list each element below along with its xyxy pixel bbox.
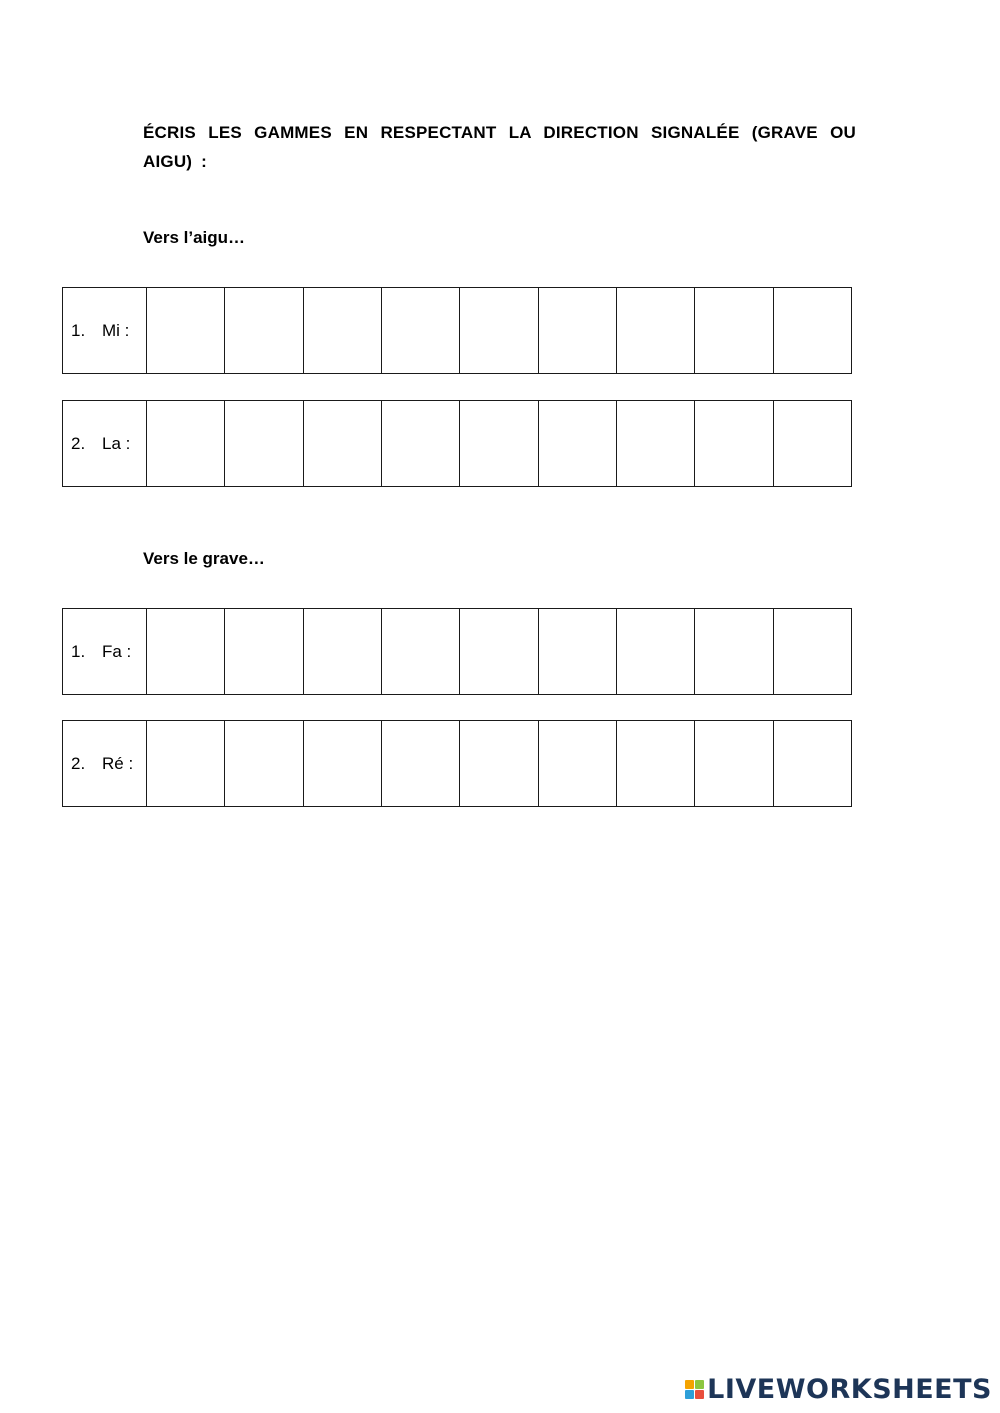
answer-cell[interactable] xyxy=(774,288,851,373)
logo-square-e xyxy=(695,1390,704,1399)
answer-cell[interactable] xyxy=(695,609,773,694)
answer-cell[interactable] xyxy=(460,401,538,486)
answer-cell[interactable] xyxy=(774,609,851,694)
row-label xyxy=(63,609,147,694)
answer-cell[interactable] xyxy=(225,721,303,806)
answer-cell[interactable] xyxy=(539,288,617,373)
scale-row-mi xyxy=(62,287,852,374)
row-note: Mi : xyxy=(102,320,130,340)
answer-cell[interactable] xyxy=(539,401,617,486)
answer-cell[interactable] xyxy=(617,721,695,806)
answer-cell[interactable] xyxy=(382,401,460,486)
logo-square-l xyxy=(685,1380,694,1389)
answer-cell[interactable] xyxy=(304,288,382,373)
answer-cell[interactable] xyxy=(304,609,382,694)
row-number: 2. xyxy=(71,433,86,453)
answer-cell[interactable] xyxy=(382,288,460,373)
scale-row-la xyxy=(62,400,852,487)
answer-cell[interactable] xyxy=(304,401,382,486)
answer-cell[interactable] xyxy=(539,609,617,694)
section-title-descending: Vers le grave… xyxy=(143,549,265,568)
answer-cell[interactable] xyxy=(539,721,617,806)
answer-cell[interactable] xyxy=(382,609,460,694)
brand-name: LIVEWORKSHEETS xyxy=(707,1374,992,1405)
answer-cell[interactable] xyxy=(147,288,225,373)
answer-cell[interactable] xyxy=(695,288,773,373)
answer-cell[interactable] xyxy=(382,721,460,806)
answer-cell[interactable] xyxy=(774,721,851,806)
answer-cell[interactable] xyxy=(304,721,382,806)
row-note: La : xyxy=(102,433,131,453)
row-label xyxy=(63,288,147,373)
row-note: Ré : xyxy=(102,753,134,773)
answer-cell[interactable] xyxy=(225,609,303,694)
row-label xyxy=(63,721,147,806)
answer-cell[interactable] xyxy=(617,401,695,486)
answer-cell[interactable] xyxy=(225,288,303,373)
row-number: 1. xyxy=(71,320,86,340)
answer-cell[interactable] xyxy=(225,401,303,486)
answer-cell[interactable] xyxy=(617,609,695,694)
logo-square-v xyxy=(685,1390,694,1399)
answer-cell[interactable] xyxy=(617,288,695,373)
answer-cell[interactable] xyxy=(695,721,773,806)
liveworksheets-logo[interactable] xyxy=(685,1374,992,1405)
row-note: Fa : xyxy=(102,641,132,661)
answer-cell[interactable] xyxy=(460,609,538,694)
section-title-ascending: Vers l’aigu… xyxy=(143,228,246,247)
row-number: 1. xyxy=(71,641,86,661)
answer-cell[interactable] xyxy=(774,401,851,486)
answer-cell[interactable] xyxy=(147,721,225,806)
answer-cell[interactable] xyxy=(460,288,538,373)
logo-square-i xyxy=(695,1380,704,1389)
answer-cell[interactable] xyxy=(695,401,773,486)
answer-cell[interactable] xyxy=(460,721,538,806)
answer-cell[interactable] xyxy=(147,401,225,486)
row-label xyxy=(63,401,147,486)
answer-cell[interactable] xyxy=(147,609,225,694)
row-number: 2. xyxy=(71,753,86,773)
instruction-text: ÉCRIS LES GAMMES EN RESPECTANT LA DIRECTION SIGNALÉE (GRAVE OU AIGU) : xyxy=(143,123,856,171)
brand-logo-icon xyxy=(685,1380,704,1399)
scale-row-fa xyxy=(62,608,852,695)
scale-row-re xyxy=(62,720,852,807)
